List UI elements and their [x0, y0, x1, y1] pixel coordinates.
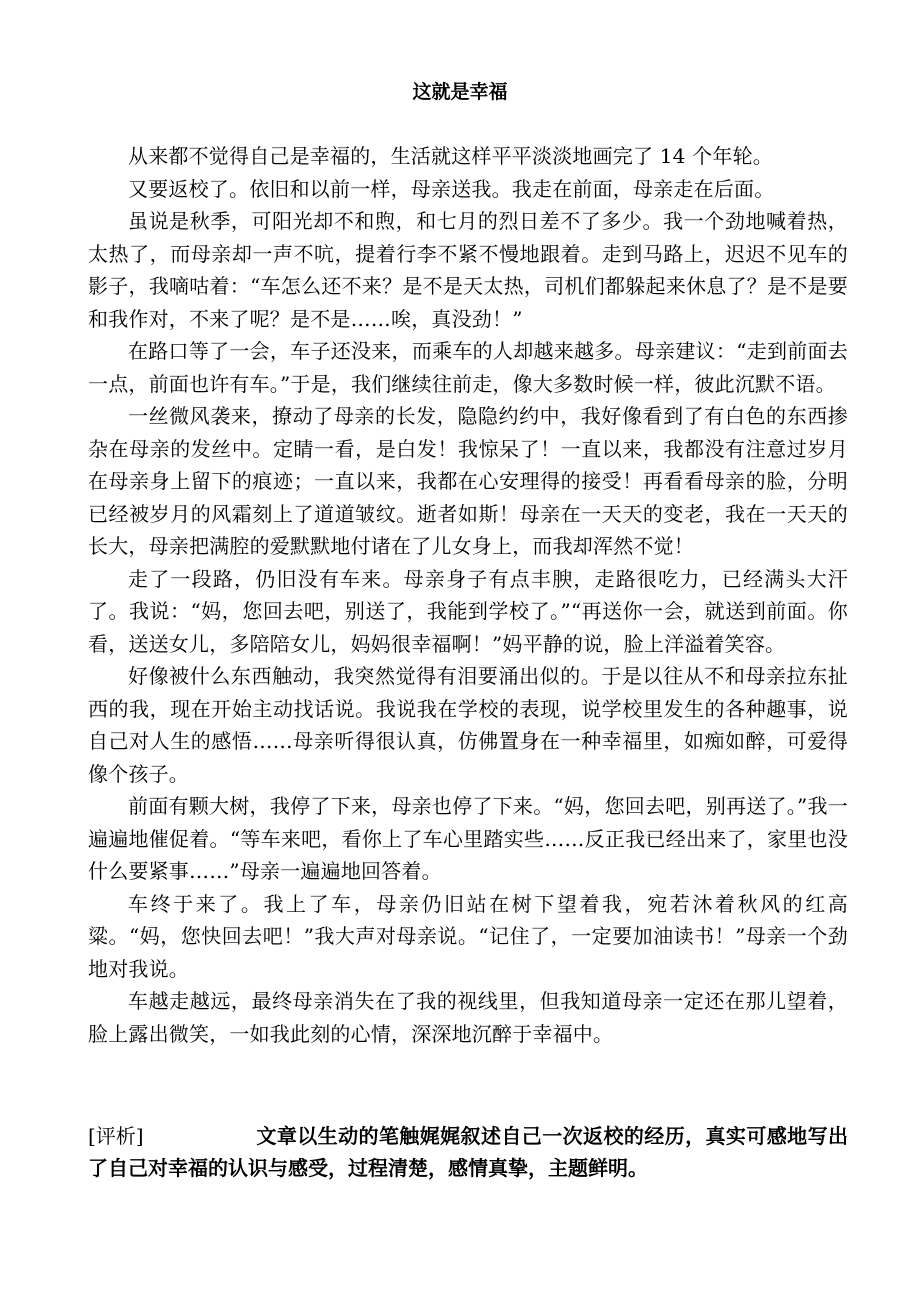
essay-title: 这就是幸福 [412, 81, 508, 103]
review-text: 文章以生动的笔触娓娓叙述自己一次返校的经历，真实可感地写出了自己对幸福的认识与感受，过程清楚，感情真挚，主题鲜明。 [88, 1124, 848, 1180]
review-section [88, 1120, 848, 1184]
essay-paragraph: 走了一段路，仍旧没有车来。母亲身子有点丰腴，走路很吃力，已经满头大汗了。我说：“妈，您回去吧，别送了，我能到学校了。”“再送你一会，就送到前面。你看，送送女儿，多陪陪女儿，妈妈很幸福啊！”妈平静的说，脸上洋溢着笑容。 [88, 566, 848, 656]
essay-paragraph: 一丝微风袭来，撩动了母亲的长发，隐隐约约中，我好像看到了有白色的东西掺杂在母亲的发丝中。定睛一看，是白发！我惊呆了！一直以来，我都没有注意过岁月在母亲身上留下的痕迹；一直以来，我都在心安理得的接受！再看看母亲的脸，分明已经被岁月的风霜刻上了道道皱纹。逝者如斯！母亲在一天天的变老，我在一天天的长大，母亲把满腔的爱默默地付诸在了儿女身上，而我却浑然不觉！ [88, 404, 848, 558]
essay-paragraph: 车越走越远，最终母亲消失在了我的视线里，但我知道母亲一定还在那儿望着，脸上露出微笑，一如我此刻的心情，深深地沉醉于幸福中。 [88, 989, 848, 1046]
essay-paragraph: 从来都不觉得自己是幸福的，生活就这样平平淡淡地画完了 14 个年轮。 [128, 144, 773, 168]
essay-paragraph: 在路口等了一会，车子还没来，而乘车的人却越来越多。母亲建议：“走到前面去一点，前面也许有车。”于是，我们继续往前走，像大多数时候一样，彼此沉默不语。 [88, 339, 848, 396]
essay-paragraph: 前面有颗大树，我停了下来，母亲也停了下来。“妈，您回去吧，别再送了。”我一遍遍地催促着。“等车来吧，看你上了车心里踏实些……反正我已经出来了，家里也没什么要紧事……”母亲一遍遍地回答着。 [88, 794, 848, 883]
review-label: [评析] [88, 1124, 144, 1148]
essay-paragraph: 又要返校了。依旧和以前一样，母亲送我。我走在前面，母亲走在后面。 [128, 176, 775, 201]
essay-paragraph: 虽说是秋季，可阳光却不和煦，和七月的烈日差不了多少。我一个劲地喊着热，太热了，而母亲却一声不吭，提着行李不紧不慢地跟着。走到马路上，迟迟不见车的影子，我嘀咕着：“车怎么还不来？是不是天太热，司机们都躲起来休息了？是不是要和我作对，不来了呢？是不是……唉，真没劲！” [88, 209, 848, 331]
essay-paragraph: 好像被什么东西触动，我突然觉得有泪要涌出似的。于是以往从不和母亲拉东扯西的我，现在开始主动找话说。我说我在学校的表现，说学校里发生的各种趣事，说自己对人生的感悟……母亲听得很认真，仿佛置身在一种幸福里，如痴如醉，可爱得像个孩子。 [88, 664, 848, 786]
essay-body [88, 140, 848, 1050]
essay-paragraph: 车终于来了。我上了车，母亲仍旧站在树下望着我，宛若沐着秋风的红高粱。“妈，您快回去吧！”我大声对母亲说。“记住了，一定要加油读书！”母亲一个劲地对我说。 [88, 891, 848, 981]
